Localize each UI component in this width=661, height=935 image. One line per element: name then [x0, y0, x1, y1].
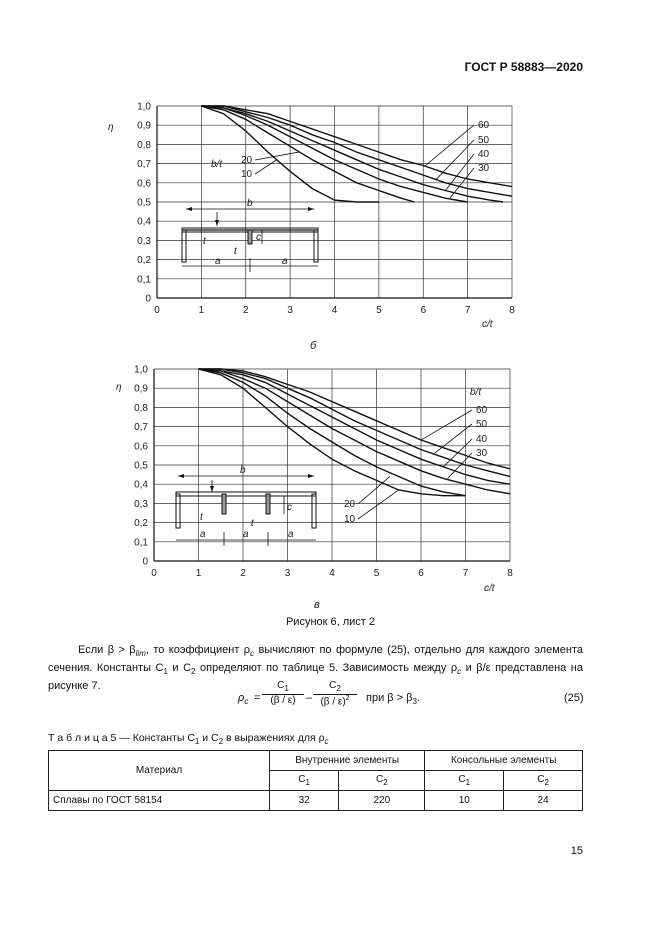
chart-b-xlabel: c/t [482, 319, 493, 330]
y-tick-label: 1,0 [137, 101, 151, 113]
x-tick-label: 1 [198, 305, 205, 316]
x-tick-label: 6 [418, 568, 424, 579]
curve-label-50: 50 [476, 419, 488, 430]
y-tick-label: 0,2 [134, 518, 148, 530]
x-tick-label: 8 [507, 568, 513, 579]
y-tick-label: 0,8 [134, 402, 148, 414]
inset-label-a2: a [243, 529, 249, 540]
y-tick-label: 0,9 [134, 383, 148, 395]
y-tick-label: 0,6 [137, 178, 151, 190]
header-con-c2: $C_2$ [504, 771, 583, 791]
formula-minus: – [306, 692, 313, 704]
header-internal: Внутренние элементы [270, 751, 425, 771]
leader-line-10 [358, 490, 399, 519]
inset-label-a2: a [282, 256, 288, 267]
chart-b-legend-title: b/t [211, 159, 223, 170]
x-tick-label: 2 [240, 568, 246, 579]
formula-condition: при $\beta > \beta_3$. [366, 692, 420, 707]
curve-label-60: 60 [478, 120, 490, 131]
formula-lhs: $\rho_c$ [238, 692, 249, 707]
inset-label-tv: t [203, 236, 206, 247]
curve-label-20: 20 [344, 499, 356, 510]
y-tick-label: 0 [142, 556, 148, 568]
y-tick-label: 0 [145, 293, 151, 305]
y-tick-label: 0,9 [137, 120, 151, 132]
inset-label-tv: t [200, 512, 203, 523]
y-tick-label: 0,5 [137, 197, 151, 209]
chart-v-inset [176, 465, 316, 546]
inset-label-b: b [247, 198, 253, 209]
header-con-c1: $C_1$ [425, 771, 504, 791]
y-tick-label: 0,1 [137, 274, 151, 286]
x-tick-label: 5 [376, 305, 382, 316]
x-tick-label: 4 [331, 305, 338, 316]
figure-caption: Рисунок 6, лист 2 [285, 616, 376, 628]
inset-label-a1: a [215, 256, 221, 267]
table-title: Т а б л и ц а 5 — Константы $C_1$ и $C_2$ в выражениях для $\rho_c$ [48, 732, 329, 747]
x-tick-label: 0 [154, 305, 160, 316]
curve-label-60: 60 [476, 405, 488, 416]
constants-table [48, 750, 583, 811]
figure-letter-b: б [310, 340, 317, 352]
chart-v-xlabel: c/t [484, 583, 495, 594]
header-int-c2: $C_2$ [339, 771, 425, 791]
curve-label-30: 30 [478, 163, 490, 174]
chart-v-ylabel: η [116, 382, 122, 393]
x-tick-label: 3 [287, 305, 293, 316]
formula-fraction-1: $\frac{C_1}{(\beta / \varepsilon)}$ [262, 680, 304, 706]
body-paragraph: Если $\beta > \beta_{lim}$, то коэффициент $\rho_c$ вычисляют по формуле (25), отдельно для каждого элемента сечения. Константы $C_1$ и $C_2$ определяют по таблице 5. Зависимость между $\rho_c$ и β/ε представлена на рисунке 7. [48, 644, 583, 693]
y-tick-label: 0,1 [134, 537, 148, 549]
y-tick-label: 0,7 [134, 422, 148, 434]
document-standard-header: ГОСТ Р 58883—2020 [464, 60, 583, 74]
curve-label-10: 10 [241, 169, 253, 180]
cell-int-c1: 32 [270, 791, 339, 811]
inset-label-b: b [240, 465, 246, 476]
inset-rib-2 [266, 494, 270, 514]
inset-rib-1 [222, 494, 226, 514]
header-console: Консольные элементы [425, 751, 583, 771]
formula-number: (25) [564, 692, 584, 704]
y-tick-label: 0,4 [137, 216, 151, 228]
y-tick-label: 0,3 [137, 235, 151, 247]
inset-label-t: t [234, 246, 237, 257]
inset-label-a3: a [288, 529, 294, 540]
x-tick-label: 4 [329, 568, 335, 579]
formula-eq: = [254, 692, 261, 704]
series-line-50 [199, 369, 511, 477]
header-int-c1: $C_1$ [270, 771, 339, 791]
cell-material: Сплавы по ГОСТ 58154 [49, 791, 270, 811]
figure-letter-v: в [314, 599, 320, 611]
leader-line-60 [421, 410, 472, 440]
curve-label-40: 40 [476, 434, 488, 445]
curve-label-50: 50 [478, 135, 490, 146]
cell-int-c2: 220 [339, 791, 425, 811]
inset-label-a1: a [200, 529, 206, 540]
chart-b-ylabel: η [108, 122, 114, 133]
y-tick-label: 0,4 [134, 479, 148, 491]
header-material: Материал [49, 751, 270, 791]
x-tick-label: 7 [462, 568, 469, 579]
y-tick-label: 0,2 [137, 255, 151, 267]
cell-con-c2: 24 [504, 791, 583, 811]
inset-label-t: t [251, 518, 254, 529]
table-row [49, 791, 583, 811]
page-number: 15 [570, 845, 583, 857]
x-tick-label: 5 [373, 568, 380, 579]
curve-label-10: 10 [344, 514, 356, 525]
chart-v-legend-title: b/t [470, 387, 482, 398]
y-tick-label: 1,0 [134, 364, 148, 376]
x-tick-label: 2 [242, 305, 249, 316]
x-tick-label: 6 [420, 305, 427, 316]
x-tick-label: 3 [284, 568, 291, 579]
x-tick-label: 0 [151, 568, 157, 579]
inset-label-c: c [287, 502, 292, 513]
inset-label-c: c [256, 232, 261, 243]
curve-label-40: 40 [478, 149, 490, 160]
y-tick-label: 0,7 [137, 159, 151, 171]
y-tick-label: 0,3 [134, 498, 148, 510]
formula-fraction-2: $\frac{C_2}{(\beta / \varepsilon)^2}$ [313, 680, 357, 707]
curve-label-20: 20 [241, 155, 253, 166]
formula-25 [0, 680, 661, 720]
y-tick-label: 0,6 [134, 441, 148, 453]
x-tick-label: 8 [509, 305, 515, 316]
curve-label-30: 30 [476, 448, 488, 459]
x-tick-label: 7 [464, 305, 471, 316]
y-tick-label: 0,5 [134, 460, 148, 472]
y-tick-label: 0,8 [137, 139, 151, 151]
cell-con-c1: 10 [425, 791, 504, 811]
x-tick-label: 1 [195, 568, 202, 579]
